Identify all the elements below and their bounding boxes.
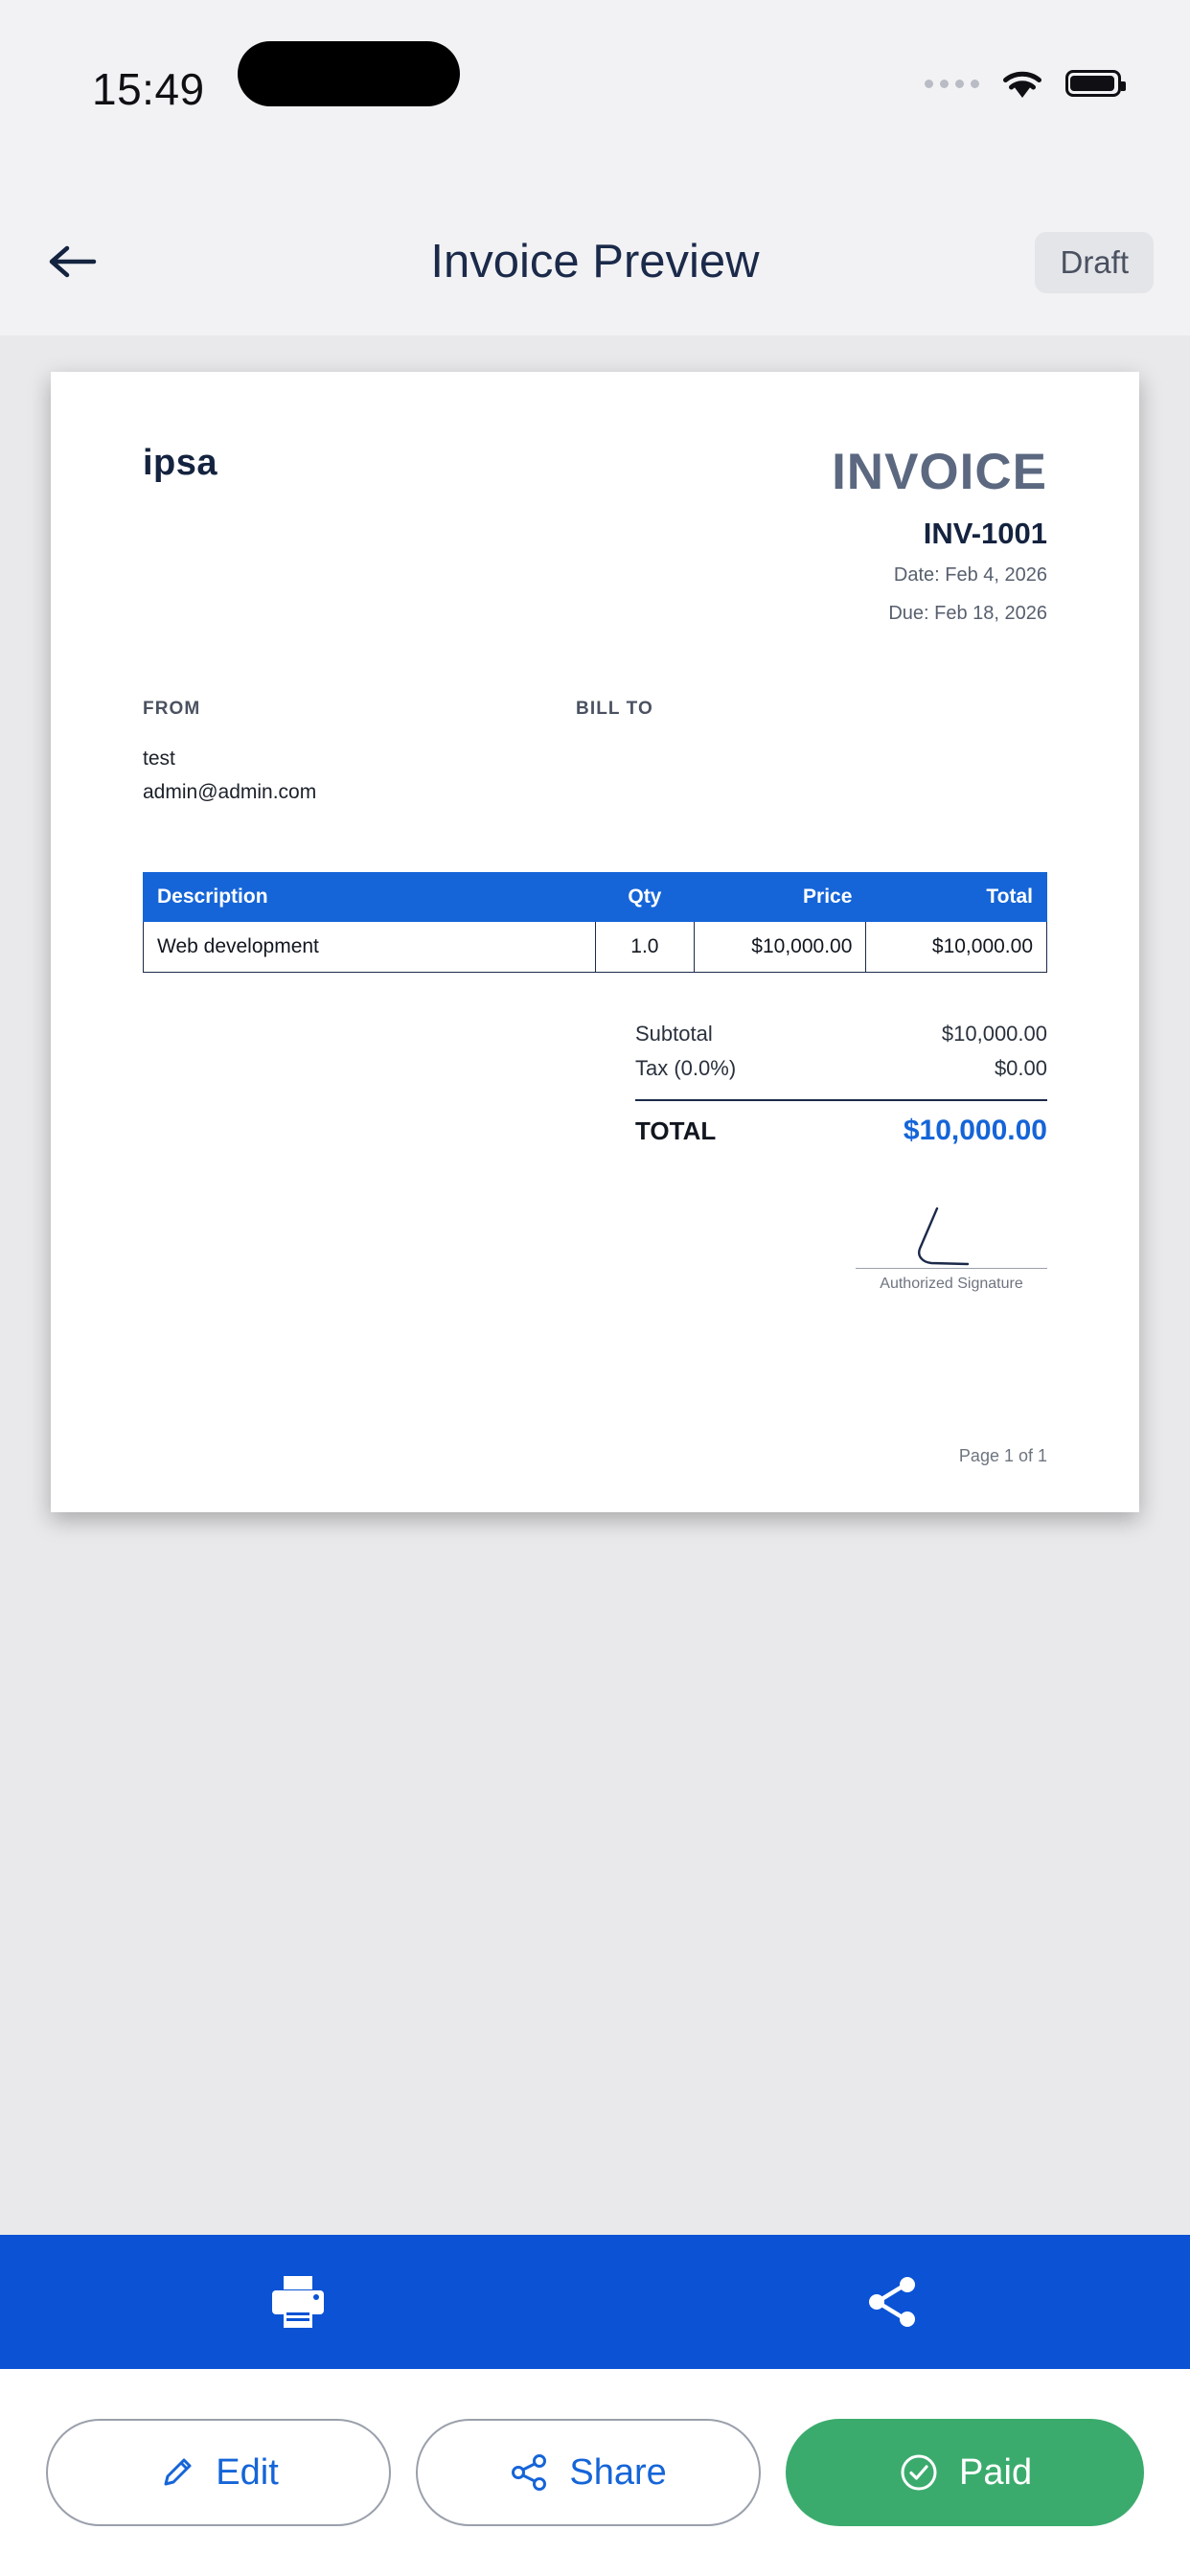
from-block [143, 699, 576, 809]
share-icon [864, 2274, 922, 2330]
subtotal-label: Subtotal [635, 1022, 713, 1046]
battery-icon [1065, 70, 1121, 97]
from-name: test [143, 748, 175, 770]
page-title: Invoice Preview [430, 236, 760, 288]
signal-dots-icon [925, 80, 979, 88]
invoice-date: Date: Feb 4, 2026 [893, 564, 1047, 586]
line-items-table [143, 872, 1047, 973]
share-icon [510, 2453, 550, 2492]
invoice-header [143, 443, 1047, 628]
wifi-icon [1000, 67, 1044, 100]
action-strip [0, 2235, 1190, 2369]
edit-button[interactable] [46, 2419, 391, 2526]
table-row [144, 922, 1047, 973]
billto-block [576, 699, 653, 809]
invoice-number: INV-1001 [923, 517, 1047, 550]
table-header-row [144, 873, 1047, 922]
cell-total: $10,000.00 [866, 922, 1047, 973]
header-qty: Qty [595, 873, 695, 922]
print-button[interactable] [0, 2235, 595, 2369]
pencil-icon [158, 2453, 196, 2492]
tax-value: $0.00 [994, 1056, 1047, 1081]
totals-divider [635, 1099, 1047, 1101]
paid-label: Paid [959, 2451, 1033, 2493]
check-circle-icon [898, 2451, 940, 2494]
header-price: Price [695, 873, 866, 922]
totals-block [635, 1017, 1047, 1147]
header-total: Total [866, 873, 1047, 922]
signature-mark-icon [860, 1207, 1042, 1266]
share-strip-button[interactable] [595, 2235, 1190, 2369]
navigation-bar [0, 188, 1190, 335]
dynamic-island [238, 41, 460, 106]
signature-label: Authorized Signature [880, 1276, 1023, 1293]
invoice-heading: INVOICE [832, 444, 1047, 500]
invoice-due-date: Due: Feb 18, 2026 [888, 603, 1047, 624]
signature-block [856, 1207, 1047, 1293]
cell-price: $10,000.00 [695, 922, 866, 973]
tax-label: Tax (0.0%) [635, 1056, 737, 1081]
invoice-meta [832, 443, 1047, 628]
subtotal-row [635, 1017, 1047, 1051]
grand-total-value: $10,000.00 [903, 1115, 1047, 1147]
edit-label: Edit [216, 2451, 279, 2493]
party-section [143, 699, 1047, 809]
grand-total-label: TOTAL [635, 1116, 717, 1146]
status-indicators [925, 67, 1121, 100]
status-badge: Draft [1035, 232, 1154, 293]
from-details [143, 743, 576, 809]
subtotal-value: $10,000.00 [941, 1022, 1047, 1046]
from-email: admin@admin.com [143, 780, 317, 803]
cell-qty: 1.0 [595, 922, 695, 973]
paid-button[interactable] [786, 2419, 1144, 2526]
status-time: 15:49 [92, 64, 205, 114]
billto-label: BILL TO [576, 699, 653, 719]
document-scroll-area[interactable] [0, 335, 1190, 2235]
invoice-page [51, 372, 1139, 1512]
header-description: Description [144, 873, 596, 922]
from-label: FROM [143, 699, 201, 719]
signature-line [856, 1268, 1047, 1269]
tax-row [635, 1051, 1047, 1086]
bottom-action-bar [0, 2369, 1190, 2576]
grand-total-row [635, 1111, 1047, 1147]
company-name: ipsa [143, 443, 218, 483]
page-number: Page 1 of 1 [958, 1446, 1047, 1465]
printer-icon [268, 2274, 328, 2330]
cell-description: Web development [144, 922, 596, 973]
status-bar [0, 0, 1190, 188]
share-button[interactable] [416, 2419, 761, 2526]
share-label: Share [569, 2451, 667, 2493]
